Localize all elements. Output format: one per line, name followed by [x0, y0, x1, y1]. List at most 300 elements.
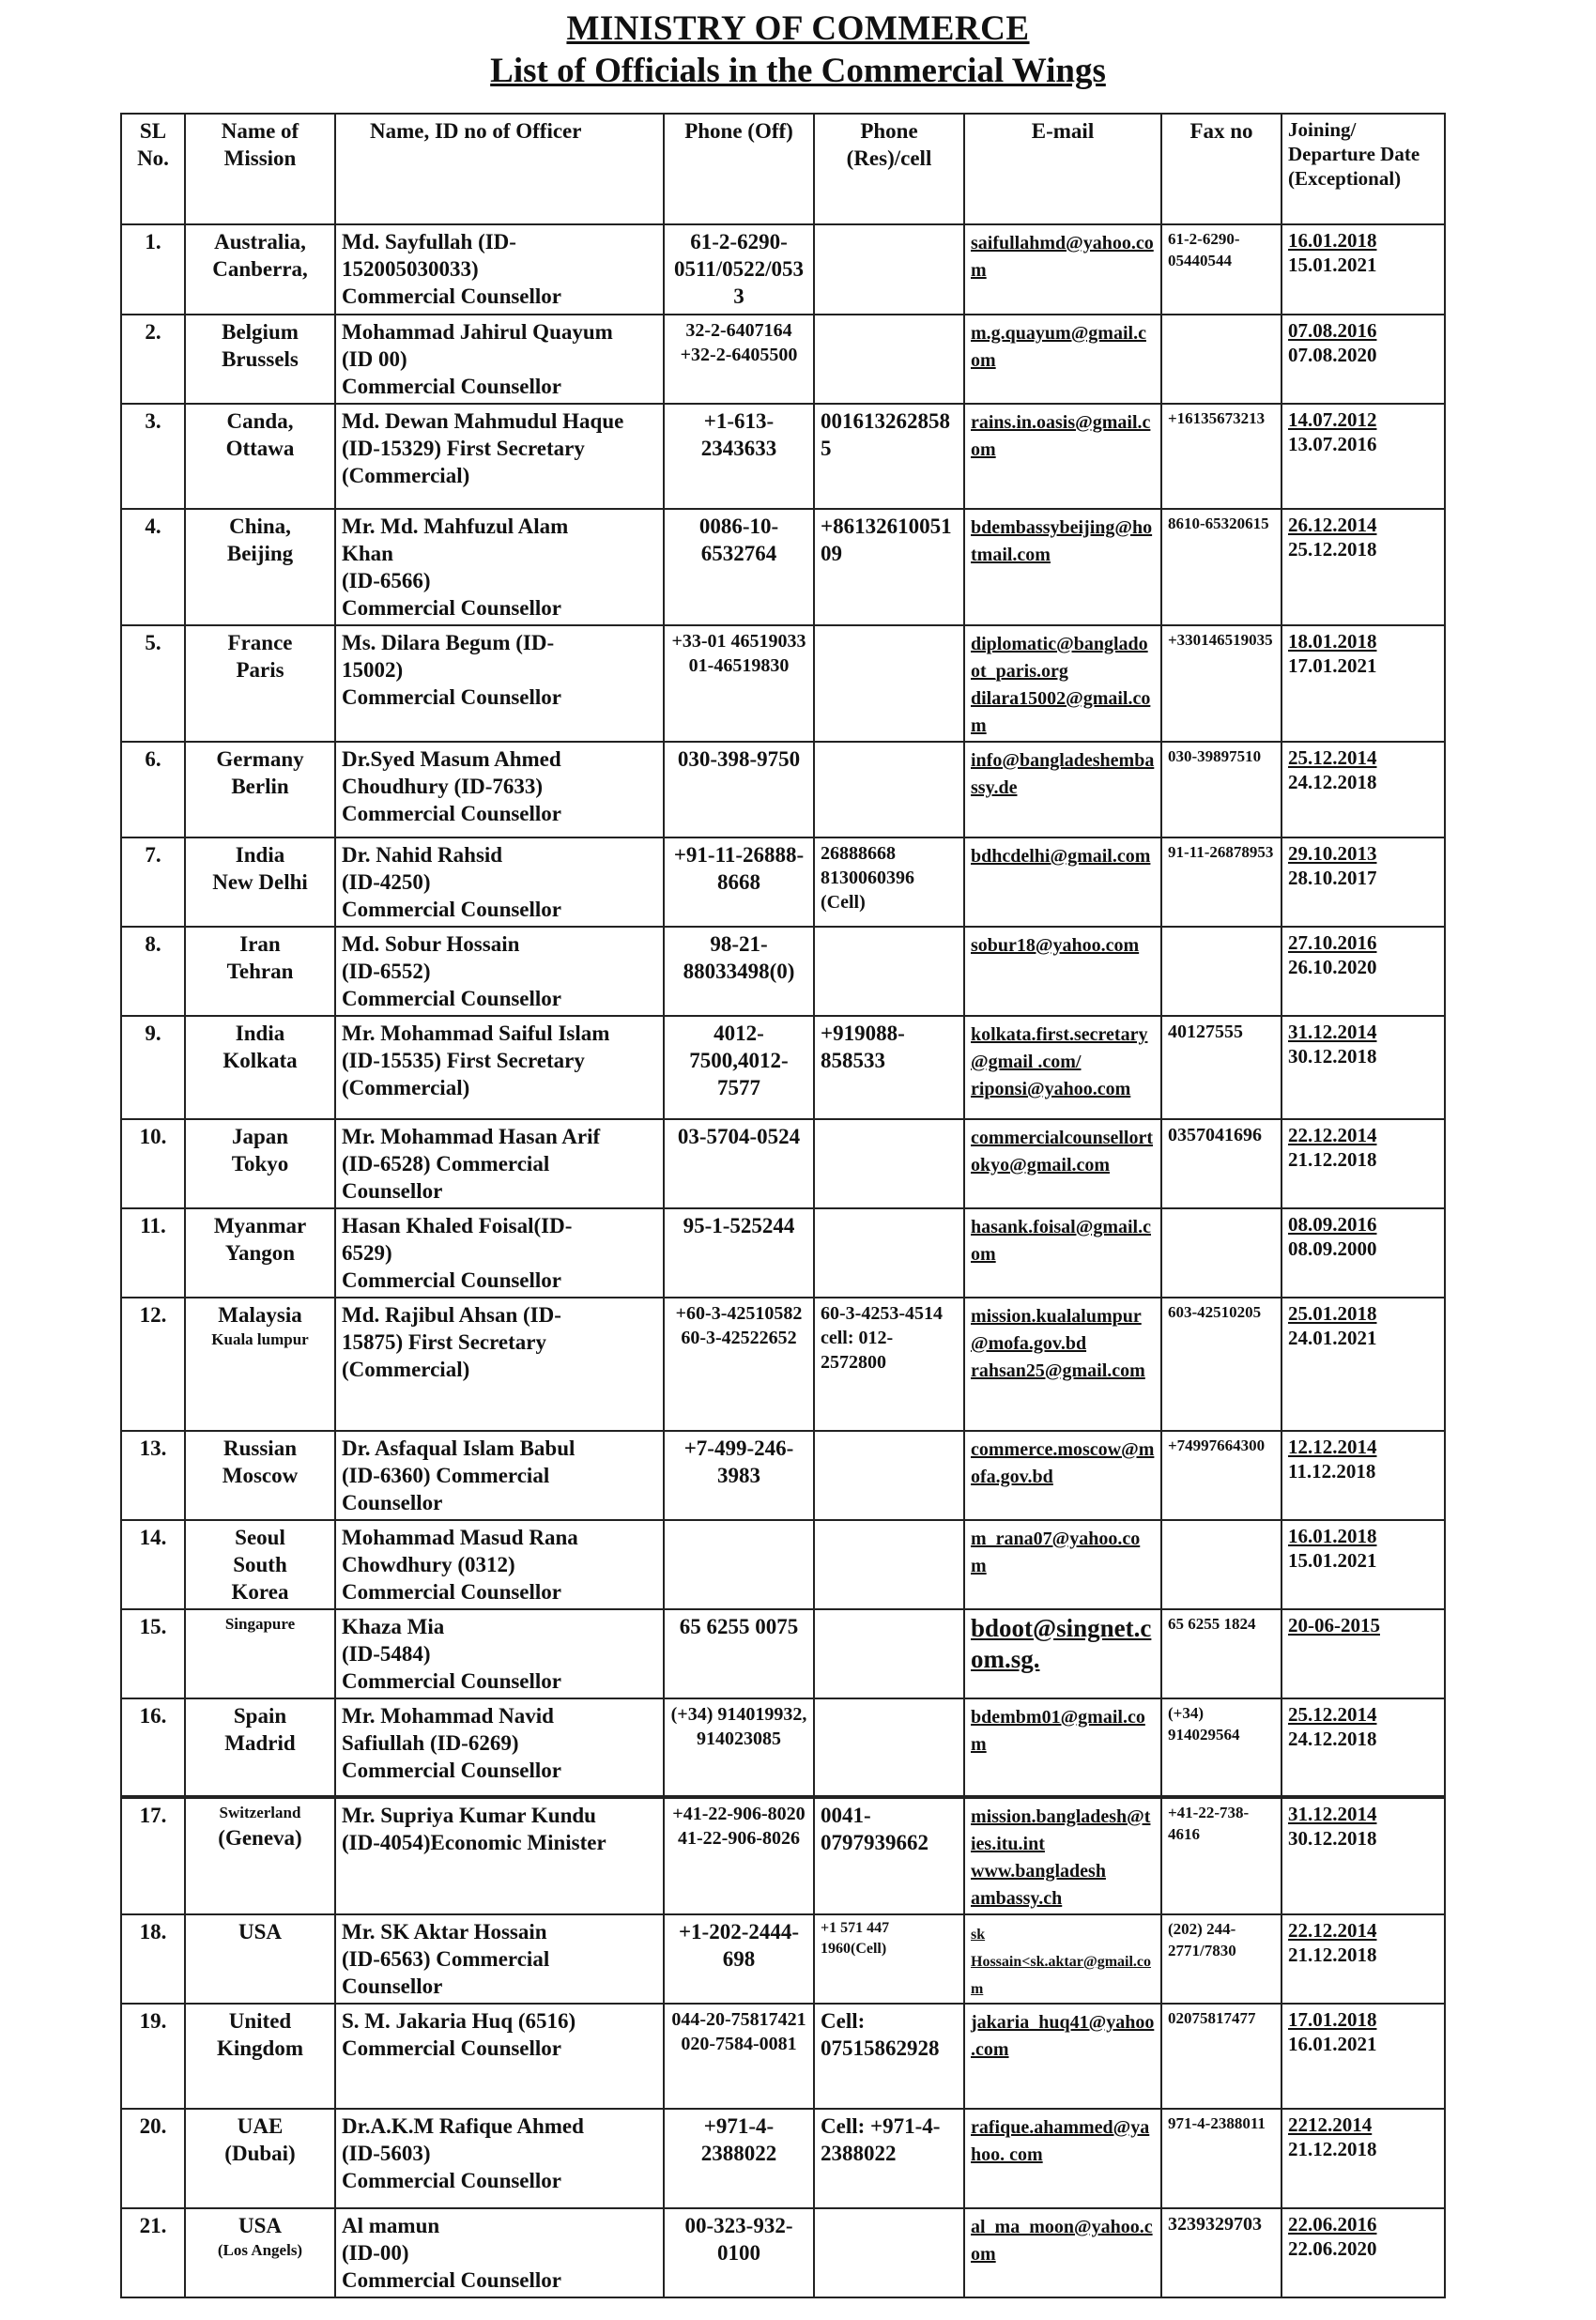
cell-phone-res [814, 1698, 964, 1796]
cell-phone-off: 03-5704-0524 [664, 1119, 814, 1208]
cell-dates [1281, 2109, 1445, 2208]
title-block [0, 8, 1596, 92]
officer-line: Chowdhury (0312) [342, 1553, 515, 1576]
document-subtitle: List of Officials in the Commercial Wings [490, 52, 1106, 90]
officer-line: Mr. Md. Mahfuzul Alam [342, 515, 569, 538]
officer-line: 6529) [342, 1241, 392, 1265]
table-row [121, 509, 1445, 625]
email-link[interactable]: commercialcounsellortokyo@gmail.com [971, 1128, 1154, 1175]
officer-line: Khan [342, 542, 393, 565]
cell-mission [185, 404, 335, 509]
table-row [121, 2208, 1445, 2297]
cell-fax [1161, 1208, 1281, 1298]
cell-phone-res: 60-3-4253-4514 cell: 012-2572800 [814, 1298, 964, 1431]
cell-email [964, 1609, 1161, 1698]
cell-phone-off: (+34) 914019932, 914023085 [664, 1698, 814, 1796]
cell-phone-off: 00-323-932-0100 [664, 2208, 814, 2297]
joining-date: 22.12.2014 [1288, 1919, 1377, 1942]
email-link[interactable]: kolkata.first.secretary@gmail .com/ riponsi@yahoo.com [971, 1024, 1148, 1099]
officer-line: Choudhury (ID-7633) [342, 775, 544, 798]
mission-line: Beijing [226, 542, 294, 565]
cell-officer [335, 1914, 664, 2004]
joining-date: 18.01.2018 [1288, 630, 1377, 653]
email-link[interactable]: info@bangladeshembassy.de [971, 750, 1155, 798]
cell-phone-res: Cell: +971-4-2388022 [814, 2109, 964, 2208]
header-email: E-mail [964, 114, 1161, 224]
mission-line: Ottawa [225, 437, 295, 460]
cell-dates [1281, 625, 1445, 742]
officer-line: Counsellor [342, 1491, 443, 1514]
cell-fax: +330146519035 [1161, 625, 1281, 742]
table-row [121, 1016, 1445, 1119]
cell-sl: 6. [121, 742, 185, 837]
cell-dates [1281, 1119, 1445, 1208]
officer-line: Commercial Counsellor [342, 375, 562, 398]
cell-phone-res [814, 1609, 964, 1698]
officer-line: (ID-6563) Commercial [342, 1947, 550, 1971]
cell-dates [1281, 1520, 1445, 1609]
cell-mission [185, 1520, 335, 1609]
joining-date: 25.12.2014 [1288, 746, 1377, 769]
departure-date: 13.07.2016 [1288, 433, 1377, 455]
cell-sl: 8. [121, 927, 185, 1016]
cell-mission [185, 1914, 335, 2004]
email-link[interactable]: jakaria_huq41@yahoo.com [971, 2012, 1155, 2060]
cell-dates [1281, 742, 1445, 837]
departure-date: 21.12.2018 [1288, 2138, 1377, 2160]
cell-sl: 21. [121, 2208, 185, 2297]
table-row [121, 2109, 1445, 2208]
cell-officer [335, 404, 664, 509]
table-row [121, 1298, 1445, 1431]
cell-mission [185, 2109, 335, 2208]
officer-line: Dr.A.K.M Rafique Ahmed [342, 2114, 584, 2138]
cell-dates [1281, 1914, 1445, 2004]
officer-line: Counsellor [342, 1974, 443, 1998]
officer-line: (ID 00) [342, 347, 407, 371]
cell-officer [335, 2109, 664, 2208]
email-link[interactable]: m_rana07@yahoo.com [971, 1529, 1141, 1576]
cell-officer [335, 837, 664, 927]
cell-phone-off: +7-499-246-3983 [664, 1431, 814, 1520]
departure-date: 24.12.2018 [1288, 771, 1377, 793]
cell-phone-off: 98-21-88033498(0) [664, 927, 814, 1016]
cell-email [964, 1431, 1161, 1520]
cell-officer [335, 1298, 664, 1431]
joining-date: 16.01.2018 [1288, 229, 1377, 252]
mission-line: South [233, 1553, 287, 1576]
officer-line: (ID-15535) First Secretary [342, 1049, 585, 1072]
cell-fax: 61-2-6290-05440544 [1161, 224, 1281, 315]
officer-line: Khaza Mia [342, 1615, 445, 1638]
cell-dates [1281, 509, 1445, 625]
cell-email [964, 1914, 1161, 2004]
joining-date: 26.12.2014 [1288, 514, 1377, 536]
cell-officer [335, 1609, 664, 1698]
joining-date: 17.01.2018 [1288, 2008, 1377, 2031]
header-dates: Joining/ Departure Date (Exceptional) [1281, 114, 1445, 224]
table-body [121, 224, 1445, 1796]
mission-line: Iran [239, 932, 281, 956]
officer-line: Commercial Counsellor [342, 1759, 562, 1782]
officer-line: (Commercial) [342, 464, 470, 487]
table-row [121, 315, 1445, 404]
cell-officer [335, 625, 664, 742]
officer-line: (ID-4250) [342, 870, 431, 894]
email-link[interactable]: sk Hossain<sk.aktar@gmail.com [971, 1927, 1152, 1997]
joining-date: 22.06.2016 [1288, 2213, 1377, 2235]
mission-line: Singapure [224, 1615, 296, 1633]
cell-phone-off: +1-202-2444-698 [664, 1914, 814, 2004]
table-row [121, 404, 1445, 509]
email-link[interactable]: m.g.quayum@gmail.com [971, 323, 1146, 371]
cell-email [964, 742, 1161, 837]
cell-mission [185, 1016, 335, 1119]
mission-line: Kingdom [216, 2036, 304, 2060]
cell-phone-off: 61-2-6290-0511/0522/0533 [664, 224, 814, 315]
cell-phone-off: +971-4-2388022 [664, 2109, 814, 2208]
departure-date: 07.08.2020 [1288, 344, 1377, 366]
cell-phone-res: 26888668 8130060396 (Cell) [814, 837, 964, 927]
cell-mission [185, 509, 335, 625]
cell-mission [185, 2004, 335, 2109]
cell-officer [335, 1698, 664, 1796]
cell-dates [1281, 1208, 1445, 1298]
joining-date: 14.07.2012 [1288, 408, 1377, 431]
table-row [121, 1798, 1445, 1914]
officer-line: Mr. Supriya Kumar Kundu [342, 1804, 596, 1827]
joining-date: 31.12.2014 [1288, 1021, 1377, 1043]
officer-line: Commercial Counsellor [342, 2268, 562, 2292]
header-sl: SL No. [121, 114, 185, 224]
cell-fax: 40127555 [1161, 1016, 1281, 1119]
officer-line: 152005030033) [342, 257, 479, 281]
mission-line: India [235, 843, 285, 867]
cell-phone-res [814, 625, 964, 742]
header-phone-off: Phone (Off) [664, 114, 814, 224]
cell-phone-res [814, 1431, 964, 1520]
cell-phone-res [814, 1119, 964, 1208]
cell-fax: 65 6255 1824 [1161, 1609, 1281, 1698]
mission-line: India [235, 1022, 285, 1045]
cell-sl: 14. [121, 1520, 185, 1609]
officer-line: Md. Sobur Hossain [342, 932, 520, 956]
joining-date: 22.12.2014 [1288, 1124, 1377, 1146]
officer-line: Commercial Counsellor [342, 2036, 562, 2060]
cell-sl: 16. [121, 1698, 185, 1796]
officer-line: Md. Sayfullah (ID- [342, 230, 516, 254]
cell-sl: 5. [121, 625, 185, 742]
mission-line: France [227, 631, 293, 654]
departure-date: 21.12.2018 [1288, 1944, 1377, 1966]
table-row [121, 742, 1445, 837]
cell-sl: 20. [121, 2109, 185, 2208]
cell-phone-res: +8613261005109 [814, 509, 964, 625]
cell-sl: 11. [121, 1208, 185, 1298]
officer-line: Mr. Mohammad Saiful Islam [342, 1022, 610, 1045]
departure-date: 15.01.2021 [1288, 1549, 1377, 1572]
table-row [121, 224, 1445, 315]
departure-date: 21.12.2018 [1288, 1148, 1377, 1171]
departure-date: 25.12.2018 [1288, 538, 1377, 561]
cell-mission [185, 1119, 335, 1208]
cell-phone-res: 0041-0797939662 [814, 1798, 964, 1914]
departure-date: 08.09.2000 [1288, 1237, 1377, 1260]
email-link[interactable]: hasank.foisal@gmail.com [971, 1217, 1151, 1265]
officer-line: Dr.Syed Masum Ahmed [342, 747, 561, 771]
email-link[interactable]: commerce.moscow@mofa.gov.bd [971, 1439, 1155, 1487]
officer-line: Counsellor [342, 1179, 443, 1203]
cell-mission [185, 1208, 335, 1298]
officer-line: (ID-6566) [342, 569, 431, 592]
mission-line: Tehran [226, 960, 294, 983]
cell-fax: (+34) 914029564 [1161, 1698, 1281, 1796]
officer-line: Commercial Counsellor [342, 1268, 562, 1292]
table-row [121, 1119, 1445, 1208]
header-mission: Name of Mission [185, 114, 335, 224]
officer-line: Mohammad Jahirul Quayum [342, 320, 613, 344]
officer-line: (ID-4054)Economic Minister [342, 1831, 606, 1854]
officer-line: (ID-5484) [342, 1642, 431, 1666]
departure-date: 15.01.2021 [1288, 254, 1377, 276]
officer-line: Commercial Counsellor [342, 284, 562, 308]
cell-phone-off: +33-01 46519033 01-46519830 [664, 625, 814, 742]
cell-mission [185, 1298, 335, 1431]
email-link[interactable]: al_ma_moon@yahoo.com [971, 2217, 1153, 2265]
cell-sl: 9. [121, 1016, 185, 1119]
cell-phone-res [814, 2208, 964, 2297]
officer-line: Commercial Counsellor [342, 1669, 562, 1693]
joining-date: 07.08.2016 [1288, 319, 1377, 342]
cell-phone-off [664, 1520, 814, 1609]
cell-sl: 17. [121, 1798, 185, 1914]
departure-date: 11.12.2018 [1288, 1460, 1376, 1483]
cell-phone-res: 0016132628585 [814, 404, 964, 509]
header-fax: Fax no [1161, 114, 1281, 224]
cell-sl: 10. [121, 1119, 185, 1208]
departure-date: 30.12.2018 [1288, 1045, 1377, 1068]
mission-line: Madrid [224, 1731, 296, 1755]
joining-date: 27.10.2016 [1288, 931, 1377, 954]
cell-phone-res: +1 571 447 1960(Cell) [814, 1914, 964, 2004]
cell-fax [1161, 927, 1281, 1016]
cell-phone-off: 32-2-6407164 +32-2-6405500 [664, 315, 814, 404]
header-phone-res: Phone (Res)/cell [814, 114, 964, 224]
joining-date: 16.01.2018 [1288, 1525, 1377, 1547]
cell-phone-res: Cell: 07515862928 [814, 2004, 964, 2109]
officer-line: (ID-6360) Commercial [342, 1464, 550, 1487]
joining-date: 31.12.2014 [1288, 1803, 1377, 1825]
cell-email [964, 1016, 1161, 1119]
officer-line: S. M. Jakaria Huq (6516) [342, 2009, 576, 2033]
cell-sl: 18. [121, 1914, 185, 2004]
cell-sl: 15. [121, 1609, 185, 1698]
cell-fax: +16135673213 [1161, 404, 1281, 509]
cell-email [964, 837, 1161, 927]
cell-email [964, 625, 1161, 742]
table-row [121, 1698, 1445, 1796]
officer-line: 15002) [342, 658, 404, 682]
cell-mission [185, 625, 335, 742]
mission-line: Belgium [222, 320, 299, 344]
cell-email [964, 2004, 1161, 2109]
cell-phone-off: 044-20-75817421 020-7584-0081 [664, 2004, 814, 2109]
email-link[interactable]: mission.bangladesh@ties.itu.int www.bangladesh ambassy.ch [971, 1806, 1151, 1909]
cell-officer [335, 509, 664, 625]
cell-fax: 971-4-2388011 [1161, 2109, 1281, 2208]
officer-line: 15875) First Secretary [342, 1330, 546, 1354]
officer-line: Dr. Asfaqual Islam Babul [342, 1437, 575, 1460]
cell-email [964, 1208, 1161, 1298]
mission-line: Berlin [231, 775, 289, 798]
cell-email [964, 927, 1161, 1016]
cell-officer [335, 1798, 664, 1914]
table-row [121, 837, 1445, 927]
officer-line: (ID-00) [342, 2241, 409, 2265]
cell-mission [185, 927, 335, 1016]
mission-line: China, [229, 515, 291, 538]
officer-line: Al mamun [342, 2214, 440, 2237]
cell-dates [1281, 1609, 1445, 1698]
table-row [121, 1914, 1445, 2004]
mission-line: Brussels [222, 347, 299, 371]
cell-fax: 3239329703 [1161, 2208, 1281, 2297]
officer-line: Mohammad Masud Rana [342, 1526, 578, 1549]
email-link[interactable]: sobur18@yahoo.com [971, 935, 1140, 956]
mission-line: Australia, [214, 230, 306, 254]
cell-phone-res [814, 927, 964, 1016]
officer-line: Md. Rajibul Ahsan (ID- [342, 1303, 561, 1327]
officer-line: Commercial Counsellor [342, 987, 562, 1010]
officer-line: Dr. Nahid Rahsid [342, 843, 503, 867]
mission-line: UAE [237, 2114, 284, 2138]
cell-fax: 030-39897510 [1161, 742, 1281, 837]
joining-date: 20-06-2015 [1288, 1614, 1380, 1636]
mission-line: Canberra, [212, 257, 308, 281]
departure-date: 24.12.2018 [1288, 1728, 1377, 1750]
table-row [121, 1431, 1445, 1520]
cell-fax: 91-11-26878953 [1161, 837, 1281, 927]
officer-line: Commercial Counsellor [342, 596, 562, 620]
cell-mission [185, 315, 335, 404]
mission-line: USA [238, 1920, 282, 1944]
cell-fax: 02075817477 [1161, 2004, 1281, 2109]
cell-dates [1281, 837, 1445, 927]
cell-phone-res [814, 224, 964, 315]
officer-line: Hasan Khaled Foisal(ID- [342, 1214, 573, 1237]
cell-dates [1281, 1298, 1445, 1431]
cell-mission [185, 1698, 335, 1796]
officer-line: Mr. SK Aktar Hossain [342, 1920, 547, 1944]
officer-line: Ms. Dilara Begum (ID- [342, 631, 555, 654]
departure-date: 26.10.2020 [1288, 956, 1377, 978]
cell-officer [335, 927, 664, 1016]
email-link[interactable]: mission.kualalumpur@mofa.gov.bd rahsan25@gmail.com [971, 1306, 1145, 1381]
cell-officer [335, 224, 664, 315]
cell-dates [1281, 1431, 1445, 1520]
officer-line: (Commercial) [342, 1076, 470, 1099]
email-link[interactable]: bdoot@singnet.com.sg. [971, 1614, 1152, 1673]
cell-officer [335, 2004, 664, 2109]
cell-phone-res [814, 1520, 964, 1609]
table-row [121, 1609, 1445, 1698]
cell-email [964, 1119, 1161, 1208]
cell-sl: 1. [121, 224, 185, 315]
mission-line: Russian [223, 1437, 297, 1460]
email-link[interactable]: rafique.ahammed@yahoo. com [971, 2117, 1150, 2165]
cell-dates [1281, 404, 1445, 509]
cell-sl: 4. [121, 509, 185, 625]
officials-table-continued [120, 1797, 1446, 2298]
cell-officer [335, 1119, 664, 1208]
cell-dates [1281, 2004, 1445, 2109]
mission-line: Kolkata [223, 1049, 298, 1072]
email-link[interactable]: rains.in.oasis@gmail.com [971, 412, 1151, 460]
email-link[interactable]: bdembassybeijing@hotmail.com [971, 517, 1153, 565]
cell-sl: 12. [121, 1298, 185, 1431]
table-row [121, 1520, 1445, 1609]
departure-date: 17.01.2021 [1288, 654, 1377, 677]
cell-sl: 7. [121, 837, 185, 927]
mission-line: New Delhi [212, 870, 308, 894]
mission-line: Seoul [235, 1526, 285, 1549]
officer-line: Commercial Counsellor [342, 685, 562, 709]
table-body-continued [121, 1798, 1445, 2297]
cell-email [964, 404, 1161, 509]
email-link[interactable]: saifullahmd@yahoo.com [971, 233, 1154, 281]
officer-line: (ID-15329) First Secretary [342, 437, 585, 460]
cell-fax: +74997664300 [1161, 1431, 1281, 1520]
table-row [121, 927, 1445, 1016]
cell-fax: +41-22-738-4616 [1161, 1798, 1281, 1914]
cell-email [964, 1298, 1161, 1431]
officer-line: Commercial Counsellor [342, 2169, 562, 2192]
mission-line: (Geneva) [218, 1826, 302, 1850]
cell-officer [335, 315, 664, 404]
officer-line: Commercial Counsellor [342, 898, 562, 921]
cell-email [964, 2109, 1161, 2208]
email-link[interactable]: diplomatic@bangladoot_paris.org dilara15002@gmail.com [971, 634, 1151, 736]
mission-line: Korea [231, 1580, 289, 1604]
mission-line: Spain [233, 1704, 287, 1728]
joining-date: 25.12.2014 [1288, 1703, 1377, 1726]
cell-fax: 603-42510205 [1161, 1298, 1281, 1431]
cell-phone-res: +919088-858533 [814, 1016, 964, 1119]
cell-phone-off: 030-398-9750 [664, 742, 814, 837]
officer-line: Mr. Mohammad Hasan Arif [342, 1125, 601, 1148]
departure-date: 28.10.2017 [1288, 867, 1377, 889]
cell-officer [335, 1431, 664, 1520]
table-row [121, 625, 1445, 742]
joining-date: 2212.2014 [1288, 2113, 1373, 2136]
mission-line: Germany [216, 747, 304, 771]
email-link[interactable]: bdhcdelhi@gmail.com [971, 846, 1151, 867]
joining-date: 25.01.2018 [1288, 1302, 1377, 1325]
joining-date: 12.12.2014 [1288, 1436, 1377, 1458]
cell-officer [335, 1520, 664, 1609]
mission-line: (Los Angels) [217, 2241, 303, 2259]
joining-date: 29.10.2013 [1288, 842, 1377, 865]
cell-sl: 3. [121, 404, 185, 509]
table-row [121, 2004, 1445, 2109]
cell-phone-off: +91-11-26888-8668 [664, 837, 814, 927]
departure-date: 24.01.2021 [1288, 1327, 1377, 1349]
mission-line: Japan [231, 1125, 289, 1148]
cell-dates [1281, 2208, 1445, 2297]
officer-line: (ID-6528) Commercial [342, 1152, 550, 1175]
email-link[interactable]: bdembm01@gmail.com [971, 1707, 1145, 1755]
mission-line: Canda, [226, 409, 294, 433]
